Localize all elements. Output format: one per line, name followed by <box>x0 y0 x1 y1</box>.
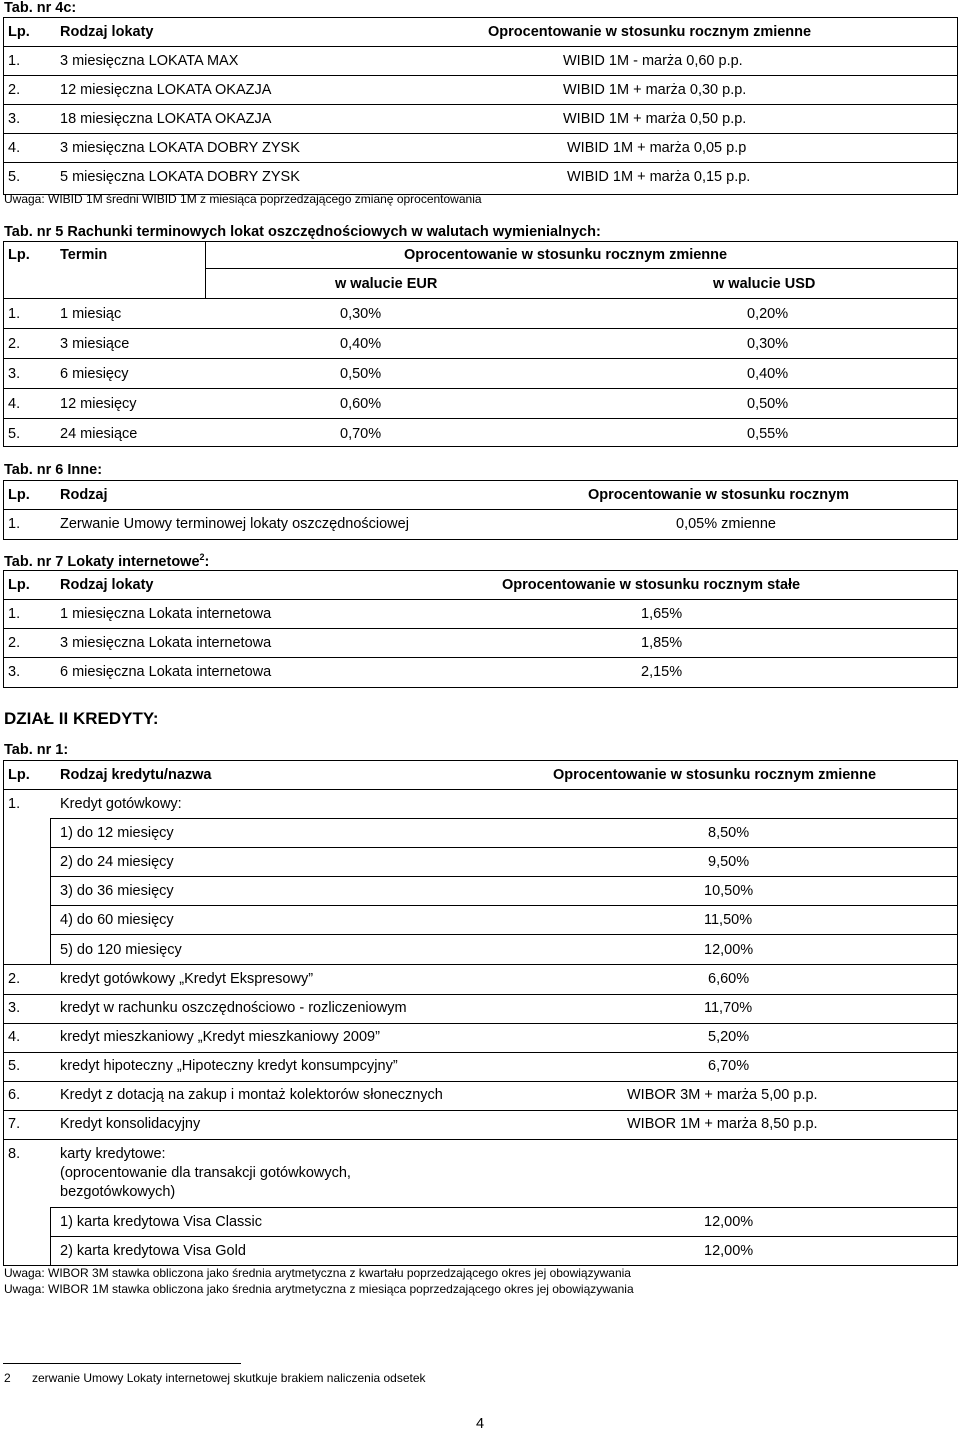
table-row-rate: WIBOR 1M + marża 8,50 p.p. <box>627 1116 818 1132</box>
table-row-lp: 4. <box>8 1029 21 1045</box>
table-row-lp: 6. <box>8 1087 21 1103</box>
tab1-note: Uwaga: WIBOR 3M stawka obliczona jako średnia arytmetyczna z kwartału poprzedzającego okres jej obowiązywania <box>4 1266 631 1280</box>
footnote-ref: 2 <box>199 552 205 563</box>
col-header-term: Termin <box>60 247 108 263</box>
table-row-rate: 2,15% <box>641 664 683 680</box>
table-row-lp: 1. <box>8 306 21 322</box>
row-divider <box>3 358 958 359</box>
col-header-usd: w walucie USD <box>713 276 816 292</box>
table-row-term: 24 miesiące <box>60 426 138 442</box>
table-row-lp: 1. <box>8 606 21 622</box>
subrow-rate: 10,50% <box>704 883 754 899</box>
col-header-rate: Oprocentowanie w stosunku rocznym zmienne <box>488 24 812 40</box>
table-row-usd: 0,55% <box>747 426 789 442</box>
table-row-lp: 1. <box>8 53 21 69</box>
table-row-term: 1 miesiąc <box>60 306 122 322</box>
table-row-lp: 2. <box>8 336 21 352</box>
table-row-name: kredyt hipoteczny „Hipoteczny kredyt konsumpcyjny” <box>60 1058 398 1074</box>
column-divider <box>205 241 206 298</box>
table-row-rate: WIBID 1M + marża 0,50 p.p. <box>563 111 747 127</box>
subrow-rate: 12,00% <box>704 1243 754 1259</box>
row-divider <box>3 1139 958 1140</box>
col-header-type: Rodzaj lokaty <box>60 577 154 593</box>
table-row-usd: 0,20% <box>747 306 789 322</box>
table-row-rate: WIBID 1M + marża 0,05 p.p <box>567 140 747 156</box>
table-row-name: Kredyt gotówkowy: <box>60 796 182 812</box>
table-row-lp: 4. <box>8 396 21 412</box>
table-row-rate: 6,60% <box>708 971 750 987</box>
table-row-lp: 7. <box>8 1116 21 1132</box>
subrow-rate: 12,00% <box>704 942 754 958</box>
row-divider <box>3 1052 958 1053</box>
table-row-name: 3 miesięczna LOKATA MAX <box>60 53 239 69</box>
table-row-eur: 0,40% <box>340 336 382 352</box>
table-row-lp: 3. <box>8 366 21 382</box>
row-divider <box>3 1081 958 1082</box>
row-divider <box>3 599 958 600</box>
subrow-rate: 11,50% <box>704 912 753 928</box>
row-divider <box>3 628 958 629</box>
row-divider <box>3 509 958 510</box>
table-row-name: 3 miesięczna Lokata internetowa <box>60 635 272 651</box>
table-row-name: 12 miesięczna LOKATA OKAZJA <box>60 82 272 98</box>
subrow-name: 2) do 24 miesięcy <box>60 854 174 870</box>
table-row-lp: 2. <box>8 635 21 651</box>
subrow-name: 1) do 12 miesięcy <box>60 825 174 841</box>
tab1-title: Tab. nr 1: <box>4 742 69 758</box>
row-divider <box>3 46 958 47</box>
subrow-divider <box>50 876 958 877</box>
table-row-rate: 1,85% <box>641 635 683 651</box>
row-divider <box>3 298 958 299</box>
table-row-lp: 4. <box>8 140 21 156</box>
row-divider <box>3 789 958 790</box>
subrow-rate: 12,00% <box>704 1214 754 1230</box>
col-header-lp: Lp. <box>8 247 30 263</box>
section-heading: DZIAŁ II KREDYTY: <box>4 709 159 728</box>
table-row-eur: 0,60% <box>340 396 382 412</box>
table-row-lp: 2. <box>8 82 21 98</box>
table-row-name: 3 miesięczna LOKATA DOBRY ZYSK <box>60 140 300 156</box>
col-header-type: Rodzaj kredytu/nazwa <box>60 767 212 783</box>
col-header-lp: Lp. <box>8 577 30 593</box>
table-row-name-cont: bezgotówkowych) <box>60 1184 176 1200</box>
col-header-type: Rodzaj <box>60 487 108 503</box>
footnote-separator <box>3 1363 241 1364</box>
table-row-rate: WIBID 1M + marża 0,30 p.p. <box>563 82 747 98</box>
row-divider <box>3 328 958 329</box>
subrow-divider <box>50 934 958 935</box>
tab4c-title: Tab. nr 4c: <box>4 0 77 16</box>
col-header-eur: w walucie EUR <box>335 276 438 292</box>
table-row-name: Kredyt z dotacją na zakup i montaż kolektorów słonecznych <box>60 1087 443 1103</box>
table-row-lp: 2. <box>8 971 21 987</box>
row-divider <box>3 1110 958 1111</box>
subrow-name: 4) do 60 miesięcy <box>60 912 174 928</box>
col-header-type: Rodzaj lokaty <box>60 24 154 40</box>
table-row-lp: 5. <box>8 1058 21 1074</box>
table-row-term: 6 miesięcy <box>60 366 129 382</box>
row-divider <box>3 657 958 658</box>
footnote-text: zerwanie Umowy Lokaty internetowej skutkuje brakiem naliczenia odsetek <box>32 1371 426 1385</box>
table-row-rate: 0,05% zmienne <box>676 516 776 532</box>
table-row-rate: 11,70% <box>704 1000 753 1016</box>
row-divider <box>3 418 958 419</box>
table-row-rate: 6,70% <box>708 1058 750 1074</box>
table-row-name-cont: (oprocentowanie dla transakcji gotówkowych, <box>60 1165 351 1181</box>
row-divider <box>3 133 958 134</box>
table-row-eur: 0,50% <box>340 366 382 382</box>
subrow-divider <box>50 1207 958 1208</box>
row-divider <box>3 1023 958 1024</box>
table-row-usd: 0,50% <box>747 396 789 412</box>
table-row-lp: 8. <box>8 1146 21 1162</box>
subrow-divider <box>50 847 958 848</box>
col-header-rate: Oprocentowanie w stosunku rocznym <box>588 487 850 503</box>
col-header-lp: Lp. <box>8 767 30 783</box>
subheader-divider <box>205 268 958 269</box>
tab7-title <box>4 552 210 570</box>
table-row-lp: 3. <box>8 111 21 127</box>
table-row-name: 18 miesięczna LOKATA OKAZJA <box>60 111 272 127</box>
table-row-name: 5 miesięczna LOKATA DOBRY ZYSK <box>60 169 300 185</box>
table-row-term: 3 miesiące <box>60 336 130 352</box>
col-header-rate: Oprocentowanie w stosunku rocznym stałe <box>502 577 801 593</box>
subrow-rate: 9,50% <box>708 854 750 870</box>
subrow-name: 3) do 36 miesięcy <box>60 883 174 899</box>
table-row-lp: 3. <box>8 1000 21 1016</box>
table-row-name: kredyt w rachunku oszczędnościowo - rozliczeniowym <box>60 1000 407 1016</box>
col-header-rate: Oprocentowanie w stosunku rocznym zmienne <box>553 767 877 783</box>
page-number: 4 <box>476 1416 485 1432</box>
subrow-column-divider <box>50 818 51 964</box>
table-row-name: 6 miesięczna Lokata internetowa <box>60 664 272 680</box>
col-header-lp: Lp. <box>8 487 30 503</box>
table-row-rate: WIBID 1M - marża 0,60 p.p. <box>563 53 743 69</box>
row-divider <box>3 994 958 995</box>
table-row-eur: 0,70% <box>340 426 382 442</box>
table-row-lp: 5. <box>8 169 21 185</box>
tab4c-note: Uwaga: WIBID 1M średni WIBID 1M z miesiąca poprzedzającego zmianę oprocentowania <box>4 192 482 206</box>
table-row-name: Zerwanie Umowy terminowej lokaty oszczędnościowej <box>60 516 409 532</box>
table-row-rate: WIBOR 3M + marża 5,00 p.p. <box>627 1087 818 1103</box>
table-row-name: 1 miesięczna Lokata internetowa <box>60 606 272 622</box>
table-row-rate: 1,65% <box>641 606 683 622</box>
table-row-lp: 5. <box>8 426 21 442</box>
table-row-name: kredyt gotówkowy „Kredyt Ekspresowy” <box>60 971 314 987</box>
footnote-number: 2 <box>4 1371 11 1385</box>
row-divider <box>3 388 958 389</box>
subrow-rate: 8,50% <box>708 825 750 841</box>
subrow-name: 5) do 120 miesięcy <box>60 942 182 958</box>
col-header-lp: Lp. <box>8 24 30 40</box>
subrow-name: 1) karta kredytowa Visa Classic <box>60 1214 263 1230</box>
table-row-usd: 0,30% <box>747 336 789 352</box>
row-divider <box>3 964 958 965</box>
subrow-column-divider <box>50 1207 51 1266</box>
tab7-title-colon: : <box>204 554 210 570</box>
table-row-usd: 0,40% <box>747 366 789 382</box>
table-row-name: karty kredytowe: <box>60 1146 166 1162</box>
tab6-title: Tab. nr 6 Inne: <box>4 462 103 478</box>
tab1-note: Uwaga: WIBOR 1M stawka obliczona jako średnia arytmetyczna z miesiąca poprzedzającego okres jej obowiązywania <box>4 1282 634 1296</box>
col-header-rate: Oprocentowanie w stosunku rocznym zmienne <box>404 247 728 263</box>
table-row-name: kredyt mieszkaniowy „Kredyt mieszkaniowy 2009” <box>60 1029 380 1045</box>
tab5-table <box>3 241 958 447</box>
tab7-title-text: Tab. nr 7 Lokaty internetowe <box>4 554 200 570</box>
subrow-divider <box>50 1236 958 1237</box>
row-divider <box>3 162 958 163</box>
table-row-rate: 5,20% <box>708 1029 750 1045</box>
subrow-divider <box>50 905 958 906</box>
table-row-lp: 1. <box>8 516 21 532</box>
table-row-name: Kredyt konsolidacyjny <box>60 1116 201 1132</box>
row-divider <box>3 75 958 76</box>
table-row-lp: 1. <box>8 796 21 812</box>
row-divider <box>3 104 958 105</box>
table-row-rate: WIBID 1M + marża 0,15 p.p. <box>567 169 751 185</box>
subrow-divider <box>50 818 958 819</box>
table-row-term: 12 miesięcy <box>60 396 137 412</box>
table-row-lp: 3. <box>8 664 21 680</box>
subrow-name: 2) karta kredytowa Visa Gold <box>60 1243 246 1259</box>
table-row-eur: 0,30% <box>340 306 382 322</box>
tab5-title: Tab. nr 5 Rachunki terminowych lokat oszczędnościowych w walutach wymienialnych: <box>4 224 601 240</box>
